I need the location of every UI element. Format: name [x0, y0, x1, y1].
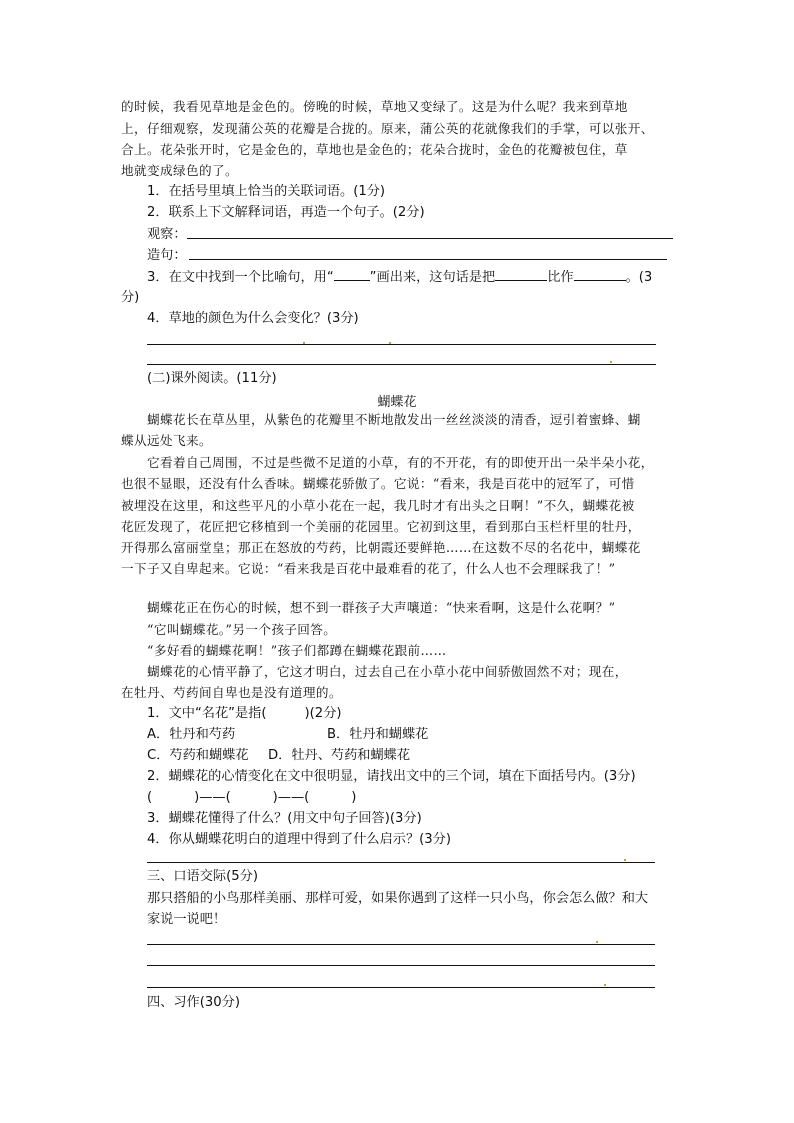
scan-dot: [610, 361, 612, 363]
observe-answer-line[interactable]: [187, 238, 673, 239]
compare-object-blank[interactable]: [574, 266, 626, 281]
question-1-3-part-a: 3．在文中找到一个比喻句，用“: [147, 270, 334, 285]
question-1-4: 4．草地的颜色为什么会变化？(3分): [147, 311, 359, 326]
question-1-3-part-b: ”画出来，这句话是把: [369, 270, 496, 285]
observe-label: 观察：: [147, 227, 187, 242]
q2-4-answer-line[interactable]: [147, 862, 655, 863]
question-1-1: 1．在括号里填上恰当的关联词语。(1分): [147, 184, 386, 199]
question-2-3: 3．蝴蝶花懂得了什么？(用文中句子回答)(3分): [147, 811, 422, 826]
section-4-title: 四、习作(30分): [147, 995, 241, 1010]
story-line-6: 花匠发现了，花匠把它移植到一个美丽的花园里。它初到这里，看到那白玉栏杆里的牡丹，: [121, 519, 641, 534]
sentence-label: 造句：: [147, 248, 187, 263]
story-line-1: 蝴蝶花长在草丛里，从紫色的花瓣里不断地散发出一丝丝淡淡的清香，逗引着蜜蜂、蝴: [147, 412, 641, 427]
story-line-7: 开得那么富丽堂皇；那正在怒放的芍药，比朝霞还要鲜艳……在这数不尽的名花中，蝴蝶花: [121, 540, 641, 555]
option-a: A．牡丹和芍药: [147, 727, 236, 742]
section-outside-reading-title: (二)课外阅读。(11分): [147, 371, 277, 386]
question-2-1-part-b: )(2分): [304, 706, 342, 721]
scan-dot: [604, 984, 606, 986]
question-2-4: 4．你从蝴蝶花明白的道理中得到了什么启示？(3分): [147, 832, 452, 847]
story-line-2: 蝶从远处飞来。: [121, 433, 212, 448]
q4-answer-line-1[interactable]: [147, 344, 656, 345]
mark-symbol-blank: [334, 266, 370, 281]
story-line-3: 它看着自己周围，不过是些微不足道的小草，有的不开花，有的即使开出一朵半朵小花，: [147, 455, 654, 470]
question-2-1: [147, 703, 342, 724]
sentence-answer-line[interactable]: [189, 259, 667, 260]
scan-dot: [303, 342, 305, 344]
question-1-2: 2．联系上下文解释词语，再造一个句子。(2分): [147, 205, 425, 220]
section-3-prompt-line-1: 那只搭船的小鸟那样美丽、那样可爱，如果你遇到了这样一只小鸟，你会怎么做？和大: [147, 891, 649, 906]
reading-line-1: 的时候，我看见草地是金色的。傍晚的时候，草地又变绿了。这是为什么呢？我来到草地: [121, 99, 628, 114]
question-1-3-part-c: 比作: [547, 270, 574, 285]
story-line-4: 也很不显眼，还没有什么香味。蝴蝶花骄傲了。它说：“看来，我是百花中的冠军了，可惜: [121, 476, 635, 491]
question-2-2: 2．蝴蝶花的心情变化在文中很明显，请找出文中的三个词，填在下面括号内。(3分): [147, 769, 636, 784]
section-3-answer-line-3[interactable]: [147, 987, 655, 988]
compare-subject-blank[interactable]: [495, 266, 547, 281]
question-1-3-score-tail: 分): [121, 290, 140, 305]
story-line-10: “它叫蝴蝶花。”另一个孩子回答。: [147, 622, 337, 637]
option-c: C．芍药和蝴蝶花: [147, 748, 249, 763]
scan-dot: [596, 941, 598, 943]
section-3-title: 三、口语交际(5分): [147, 869, 258, 884]
option-d: D．牡丹、芍药和蝴蝶花: [268, 748, 411, 763]
story-line-13: 在牡丹、芍药间自卑也是没有道理的。: [121, 685, 342, 700]
section-3-answer-line-1[interactable]: [147, 944, 655, 945]
scan-dot: [389, 342, 391, 344]
question-1-3-part-d: 。(3: [625, 270, 653, 285]
question-1-3: [147, 266, 652, 288]
reading-line-4: 地就变成绿色的了。: [121, 163, 238, 178]
reading-line-2: 上，仔细观察，发现蒲公英的花瓣是合拢的。原来，蒲公英的花就像我们的手掌，可以张开、: [121, 121, 654, 136]
story-line-11: “多好看的蝴蝶花啊！”孩子们都蹲在蝴蝶花跟前……: [147, 643, 447, 658]
story-line-9: 蝴蝶花正在伤心的时候，想不到一群孩子大声嚷道：“快来看啊，这是什么花啊？”: [147, 600, 616, 615]
story-line-5: 被埋没在这里，和这些平凡的小草小花在一起，我几时才有出头之日啊！”不久，蝴蝶花被: [121, 498, 635, 513]
q4-answer-line-2[interactable]: [147, 364, 656, 365]
question-2-1-part-a: 1．文中“名花”是指(: [147, 706, 267, 721]
section-3-answer-line-2[interactable]: [147, 965, 655, 966]
question-2-2-brackets[interactable]: ( )——( )——( ): [147, 790, 357, 805]
scan-dot: [624, 859, 626, 861]
story-line-8: 一下子又自卑起来。它说：“看来我是百花中最难看的花了，什么人也不会理睬我了！”: [121, 561, 616, 576]
story-title: 蝴蝶花: [377, 395, 417, 410]
reading-line-3: 合上。花朵张开时，它是金色的，草地也是金色的；花朵合拢时，金色的花瓣被包住，草: [121, 142, 628, 157]
option-b: B．牡丹和蝴蝶花: [327, 727, 429, 742]
story-line-12: 蝴蝶花的心情平静了，它这才明白，过去自己在小草小花中间骄傲固然不对；现在，: [147, 664, 628, 679]
section-3-prompt-line-2: 家说一说吧！: [147, 912, 227, 927]
